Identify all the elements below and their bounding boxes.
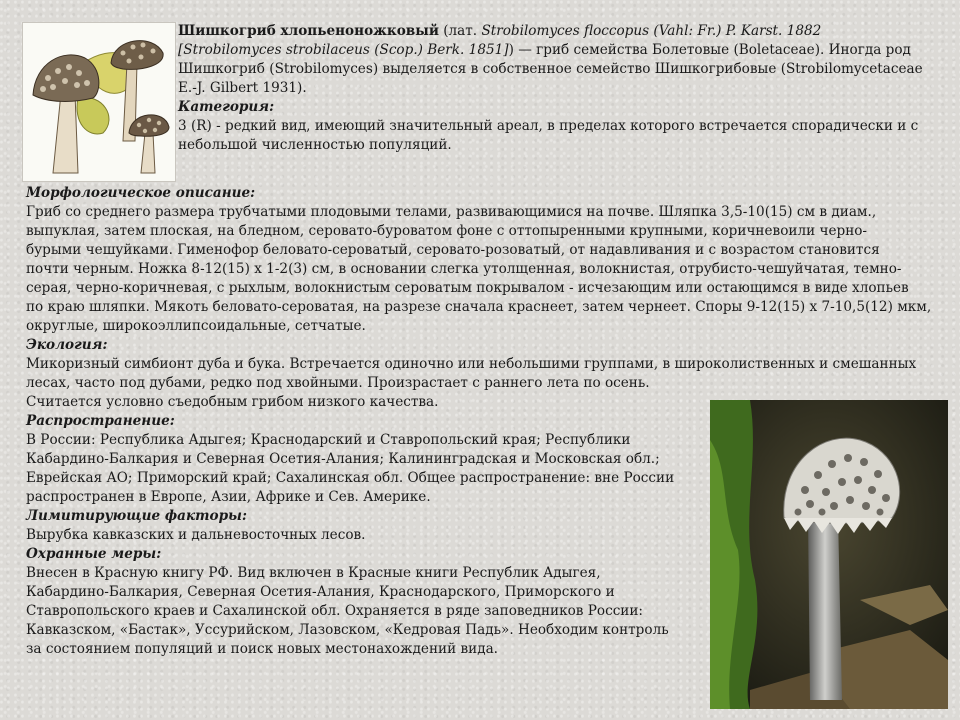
morphology-line: серая, черно-коричневая, с рыхлым, волокнистым сероватым покрывалом - исчезающим или остающимся в виде хлопьев [26, 280, 909, 296]
protection-line: Внесен в Красную книгу РФ. Вид включен в Красные книги Республик Адыгея, [26, 565, 601, 581]
limiting-line: Вырубка кавказских и дальневосточных лесов. [26, 527, 366, 543]
protection-line: за состоянием популяций и поиск новых местонахождений вида. [26, 641, 498, 657]
mushroom-illustration-art [23, 23, 175, 181]
mushroom-illustration [22, 22, 176, 182]
ecology-heading: Экология: [26, 337, 108, 353]
morphology-line: округлые, широкоэллипсоидальные, сетчатые. [26, 318, 366, 334]
limiting-heading: Лимитирующие факторы: [26, 508, 247, 524]
title-block [178, 22, 948, 155]
morphology-line: по краю шляпки. Мякоть беловато-сероватая, на разрезе сначала краснеет, затем чернеет. Споры 9-12(15) х 7-10,5(12) мкм, [26, 299, 932, 315]
family-text: ) — гриб семейства Болетовые (Boletaceae). Иногда род [508, 42, 911, 58]
ecology-line: Считается условно съедобным грибом низкого качества. [26, 394, 439, 410]
family-line-4: E.-J. Gilbert 1931). [178, 80, 307, 96]
morphology-line: выпуклая, затем плоская, на бледном, серовато-буроватом фоне с оттопыренными крупными, коричневоили черно- [26, 223, 868, 239]
protection-line: Ставропольского краев и Сахалинской обл. Охраняется в ряде заповедников России: [26, 603, 644, 619]
family-line-3: Шишкогриб (Strobilomyces) выделяется в собственное семейство Шишкогрибовые (Strobilomycetaceae [178, 61, 923, 77]
latin-name: Strobilomyces floccopus (Vahl: Fr.) P. Karst. 1882 [481, 23, 822, 39]
distribution-line: Еврейская АО; Приморский край; Сахалинская обл. Общее распространение: вне России [26, 470, 675, 486]
ecology-line: лесах, часто под дубами, редко под хвойными. Произрастает с раннего лета по осень. [26, 375, 650, 391]
mushroom-photo-art [710, 400, 948, 709]
species-name: Шишкогриб хлопьеноножковый [178, 23, 439, 39]
mushroom-photo [710, 400, 948, 709]
category-line-2: небольшой численностью популяций. [178, 137, 452, 153]
category-heading: Категория: [178, 99, 275, 115]
protection-heading: Охранные меры: [26, 546, 162, 562]
distribution-line: В России: Республика Адыгея; Краснодарский и Ставропольский края; Республики [26, 432, 631, 448]
protection-line: Кавказском, «Бастак», Уссурийском, Лазовском, «Кедровая Падь». Необходим контроль [26, 622, 669, 638]
morphology-heading: Морфологическое описание: [26, 185, 256, 201]
morphology-line: бурыми чешуйками. Гименофор беловато-сероватый, серовато-розоватый, от надавливания и с возрастом становится [26, 242, 880, 258]
distribution-line: Кабардино-Балкария и Северная Осетия-Алания; Калининградская и Московская обл.; [26, 451, 660, 467]
morphology-line: Гриб со среднего размера трубчатыми плодовыми телами, развивающимися на почве. Шляпка 3,5-10(15) см в диам., [26, 204, 877, 220]
morphology-line: почти черным. Ножка 8-12(15) х 1-2(3) см, в основании слегка утолщенная, волокнистая, отрубисто-чешуйчатая, темно- [26, 261, 902, 277]
ecology-line: Микоризный симбионт дуба и бука. Встречается одиночно или небольшими группами, в широколиственных и смешанных [26, 356, 917, 372]
distribution-heading: Распространение: [26, 413, 175, 429]
latin-synonym: [Strobilomyces strobilaceus (Scop.) Berk. 1851] [178, 42, 509, 58]
category-line-1: 3 (R) - редкий вид, имеющий значительный ареал, в пределах которого встречается спорадически и с [178, 118, 919, 134]
distribution-line: распространен в Европе, Азии, Африке и Сев. Америке. [26, 489, 431, 505]
latin-prefix: (лат. [438, 23, 482, 39]
protection-line: Кабардино-Балкария, Северная Осетия-Алания, Краснодарского, Приморского и [26, 584, 615, 600]
